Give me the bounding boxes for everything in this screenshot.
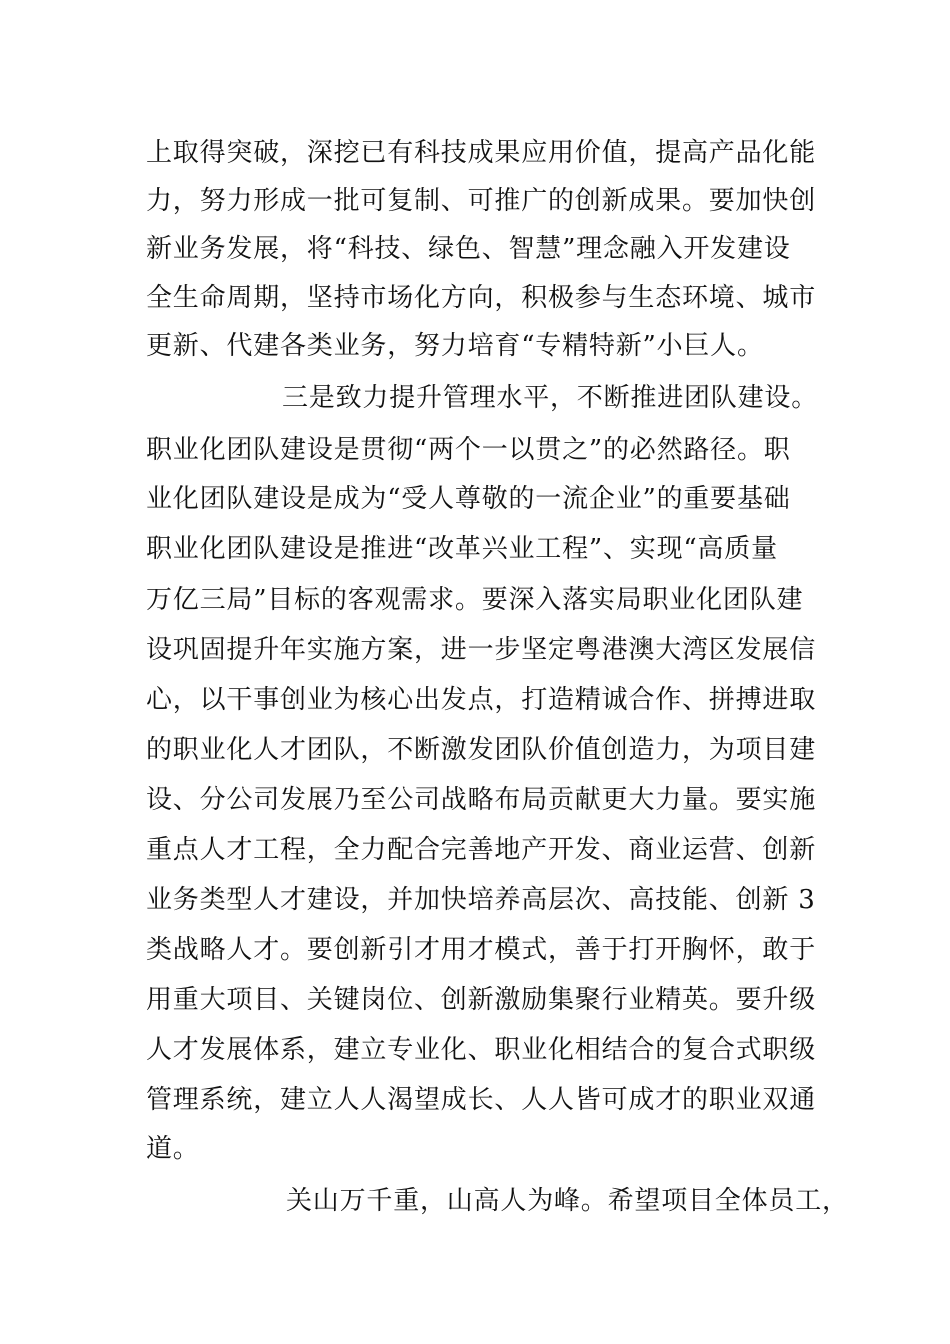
text-line-9: 职业化团队建设是推进“改革兴业工程”、实现“高质量 <box>146 534 778 564</box>
text-line-2: 力，努力形成一批可复制、可推广的创新成果。要加快创 <box>146 186 817 216</box>
text-line-12: 心，以干事创业为核心出发点，打造精诚合作、拼搏进取 <box>146 685 817 715</box>
text-line-16: 业务类型人才建设，并加快培养高层次、高技能、创新 3 <box>146 885 816 915</box>
text-line-17: 类战略人才。要创新引才用才模式，善于打开胸怀，敢于 <box>146 935 817 965</box>
text-line-3: 新业务发展，将“科技、绿色、智慧”理念融入开发建设 <box>146 234 791 264</box>
text-line-5: 更新、代建各类业务，努力培育“专精特新”小巨人。 <box>146 331 764 361</box>
text-line-13: 的职业化人才团队，不断激发团队价值创造力，为项目建 <box>146 735 817 765</box>
closing-paragraph-start: 关山万千重，山高人为峰。希望项目全体员工， <box>286 1186 849 1216</box>
text-line-18: 用重大项目、关键岗位、创新激励集聚行业精英。要升级 <box>146 985 817 1015</box>
text-line-8: 业化团队建设是成为“受人尊敬的一流企业”的重要基础 <box>146 484 791 514</box>
text-line-19: 人才发展体系，建立专业化、职业化相结合的复合式职级 <box>146 1035 817 1065</box>
text-line-14: 设、分公司发展乃至公司战略布局贡献更大力量。要实施 <box>146 785 817 815</box>
text-line-7: 职业化团队建设是贯彻“两个一以贯之”的必然路径。职 <box>146 435 791 465</box>
text-line-4: 全生命周期，坚持市场化方向，积极参与生态环境、城市 <box>146 283 817 313</box>
section-heading: 三是致力提升管理水平，不断推进团队建设。 <box>282 383 819 413</box>
text-line-10: 万亿三局”目标的客观需求。要深入落实局职业化团队建 <box>146 585 804 615</box>
text-line-20: 管理系统，建立人人渴望成长、人人皆可成才的职业双通 <box>146 1085 817 1115</box>
text-line-15: 重点人才工程，全力配合完善地产开发、商业运营、创新 <box>146 835 817 865</box>
text-line-1: 上取得突破，深挖已有科技成果应用价值，提高产品化能 <box>146 138 817 168</box>
text-line-21: 道。 <box>146 1134 200 1164</box>
text-line-11: 设巩固提升年实施方案，进一步坚定粤港澳大湾区发展信 <box>146 635 817 665</box>
